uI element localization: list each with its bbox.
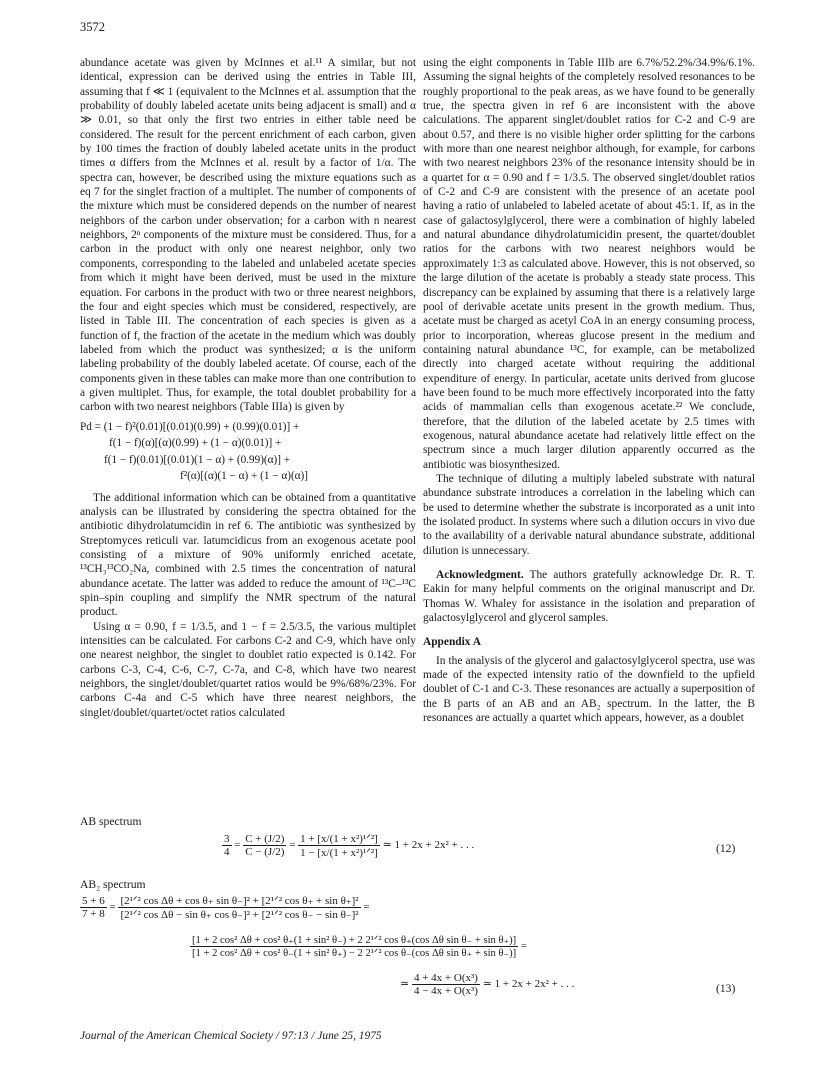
right-paragraph-2: The technique of diluting a multiply labeled substrate with natural abundance substrate introduces a correlation in the labeling which can be used to determine whether the substrate is incorporated as a unit into the isolated product. In systems where such a dilution occurs in vivo due to the availability of a derivable natural abundance substrate, additional dilution is unnecessary. bbox=[423, 472, 755, 557]
ab2-spectrum-label: AB₂ spectrum bbox=[80, 878, 146, 891]
eq13-lhs: $\frac{5 + 6}{7 + 8}$ bbox=[82, 895, 105, 920]
equation-12-number: (12) bbox=[716, 842, 736, 855]
acknowledgment-heading: Acknowledgment. bbox=[436, 569, 524, 582]
eq12-rhs: $\frac{\text{1 + [x/(1 + x²)¹ᐟ²]}}{\text{1 − [x/(1 + x²)¹ᐟ²]}}$ bbox=[300, 833, 378, 859]
acknowledgment bbox=[423, 568, 755, 625]
eq13-first-fraction: $\frac{\text{[2¹ᐟ² cos Δθ + cos θ₊ sin θ₋]² + [2¹ᐟ² cos θ₊ + sin θ₊]²}}{\text{[2¹ᐟ² cos Δθ − sin θ₊ cos θ₋]² + [2¹ᐟ² cos θ₋ − sin θ₋]²}}$ bbox=[120, 895, 359, 921]
eq13-second-fraction: [1 + 2 cos² Δθ + cos² θ₊(1 + sin² θ₋) + 2 2¹ᐟ² cos θ₊(cos Δθ sin θ₋ + sin θ₊)] [1 + 2 cos² Δθ + cos² θ₋(1 + sin² θ₊) − 2 2¹ᐟ² cos θ₋(cos Δθ sin θ₊ + sin θ₋)] bbox=[192, 935, 517, 959]
eq-pd-line-2: f(1 − f)(α)[(α)(0.99) + (1 − α)(0.01)] + bbox=[109, 437, 282, 450]
eq13-third-fraction: $\frac{\text{4 + 4x + O(x³)}}{\text{4 − 4x + O(x³)}}$ bbox=[413, 972, 478, 997]
left-paragraph-3: Using α = 0.90, f = 1/3.5, and 1 − f = 2.5/3.5, the various multiplet intensities can be calculated. For carbons C-2 and C-9, which have only one nearest neighbor, the singlet to doublet ratio expected is 0.142. For carbons C-3, C-4, C-6, C-7, C-7a, and C-8, which have two nearest neighbors, the singlet/doublet/quartet ratios would be 9%/68%/23%. For carbons C-4a and C-5 which have three nearest neighbors, the singlet/doublet/quartet/octet ratios calculated bbox=[80, 620, 416, 719]
eq-pd-line-4: f²(α)[(α)(1 − α) + (1 − α)(α)] bbox=[180, 470, 308, 483]
page-number: 3572 bbox=[80, 20, 105, 34]
equation-13-line-3: ≃ $\frac{\text{4 + 4x + O(x³)}}{\text{4 − 4x + O(x³)}}$ ≃ 1 + 2x + 2x² + . . . bbox=[400, 972, 575, 997]
doublet-probability-equation bbox=[80, 419, 416, 485]
equation-13-line-2: [1 + 2 cos² Δθ + cos² θ₊(1 + sin² θ₋) + 2 2¹ᐟ² cos θ₊(cos Δθ sin θ₋ + sin θ₊)] [1 + 2 cos² Δθ + cos² θ₋(1 + sin² θ₊) − 2 2¹ᐟ² cos θ₋(cos Δθ sin θ₊ + sin θ₋)] = bbox=[192, 935, 527, 959]
left-paragraph-1: abundance acetate was given by McInnes et al.¹¹ A similar, but not identical, expression can be derived using the entries in Table III, assuming that f ≪ 1 (equivalent to the McInnes et al. assumption that the probability of doubly labeled acetate units being adjacent is small) and α ≫ 0.01, so that only the first two entries in either table need be considered. The result for the percent enrichment of each carbon, given by 100 times the fraction of doubly labeled acetate units in the product times α differs from the McInnes et al. result by a factor of 1/α. The spectra can, however, be described using the mixture equations such as eq 7 for the singlet fraction of a multiplet. The number of components of the mixture which must be considered depends on the number of nearest neighbors of the carbon under observation; for a carbon with n nearest neighbors, 2ⁿ components of the mixture must be considered. Thus, for a carbon in the product with only one nearest neighbor, only two components, corresponding to the labeled and unlabeled acetate species from which it might have been derived, must be used in the mixture equation. For carbons in the product with two or three nearest neighbors, the four and eight species which must be considered, respectively, are listed in Table III. The concentration of each species is given as a function of f, the fraction of the acetate in the medium which was doubly labeled from which the product was synthesized; α is the uniform labeling probability of the doubly labeled acetate. Of course, each of the components given in these tables can make more than one contribution to a given multiplet. Thus, for example, the total doublet probability for a carbon with two nearest neighbors (Table IIIa) is given by bbox=[80, 57, 416, 414]
eq12-mid: $\frac{C + (J/2)}{C - (J/2)}$ bbox=[245, 833, 285, 858]
equation-13-number: (13) bbox=[716, 982, 736, 995]
ab-spectrum-label: AB spectrum bbox=[80, 815, 142, 828]
left-paragraph-2: The additional information which can be obtained from a quantitative analysis can be illustrated by considering the spectra obtained for the antibiotic dihydrolatumcidin in ref 6. The antibiotic was synthesized by Streptomyces reticuli var. latumcidicus from an exogenous acetate pool consisting of a mixture of 90% uniformly enriched acetate, ¹³CH₃¹³CO₂Na, combined with 2.5 times the concentration of natural abundance acetate. The latter was added to reduce the amount of ¹³C–¹³C spin–spin coupling and simplify the NMR spectrum of the natural product. bbox=[80, 491, 416, 619]
appendix-paragraph: In the analysis of the glycerol and galactosylglycerol spectra, use was made of the expected intensity ratio of the downfield to the upfield doublet of C-1 and C-3. These resonances are actually a superposition of the B parts of an AB and an AB₂ spectrum. In the latter, the B resonances are actually a quartet which appears, however, as a doublet bbox=[423, 654, 755, 725]
journal-footer: Journal of the American Chemical Society / 97:13 / June 25, 1975 bbox=[80, 1030, 382, 1042]
equation-13-line-1: $\frac{5 + 6}{7 + 8}$ = $\frac{\text{[2¹ᐟ² cos Δθ + cos θ₊ sin θ₋]² + [2¹ᐟ² cos θ₊ + sin θ₊]²}}{\text{[2¹ᐟ² cos Δθ − sin θ₊ cos θ₋]² + [2¹ᐟ² cos θ₋ − sin θ₋]²}}$ = bbox=[82, 895, 370, 921]
eq12-tail: ≃ 1 + 2x + 2x² + . . . bbox=[382, 839, 475, 852]
eq13-tail: ≃ 1 + 2x + 2x² + . . . bbox=[482, 978, 575, 991]
equation-12: $\frac{3}{4}$ = $\frac{C + (J/2)}{C - (J/2)}$ = $\frac{\text{1 + [x/(1 + x²)¹ᐟ²]}}{\text{1 − [x/(1 + x²)¹ᐟ²]}}$ ≃ 1 + 2x + 2x² + . . . bbox=[224, 833, 475, 859]
eq12-lhs: $\frac{3}{4}$ bbox=[224, 833, 230, 858]
appendix-heading: Appendix A bbox=[423, 636, 481, 649]
right-column bbox=[423, 56, 755, 725]
eq-pd-line-1: Pd = (1 − f)²(0.01)[(0.01)(0.99) + (0.99)(0.01)] + bbox=[80, 420, 300, 433]
left-column bbox=[80, 56, 416, 720]
acknowledgment-body: The authors gratefully acknowledge Dr. R. T. Eakin for many helpful comments on the original manuscript and Dr. Thomas W. Whaley for assistance in the isolation and preparation of galactosylglycerol and glycerol samples. bbox=[423, 569, 755, 625]
eq-pd-line-3: f(1 − f)(0.01)[(0.01)(1 − α) + (0.99)(α)] + bbox=[104, 453, 291, 466]
right-paragraph-1: using the eight components in Table IIIb are 6.7%/52.2%/34.9%/6.1%. Assuming the signal heights of the completely resolved resonances to be roughly proportional to the peak areas, as we have found to be generally true, the spectra given in ref 6 are inconsistent with the above calculations. The apparent singlet/doublet ratios for C-2 and C-9 are about 0.57, and there is no visible higher order splitting for the carbons with more than one nearest neighbor although, for example, for carbons with two nearest neighbors 23% of the resonance intensity should be in a quartet for α = 0.90 and f = 1/3.5. The observed singlet/doublet ratios of C-2 and C-9 are consistent with the presence of an acetate pool having a ratio of unlabeled to labeled acetate of about 45:1. If, as in the case of galactosylglycerol, there were a combination of highly labeled and natural abundance dihydrolatumicidin present, the quartet/doublet ratios for the carbons with two nearest neighbors would be approximately 1:3 as calculated above. However, this is not observed, so the large dilution of the acetate is probably a steady state process. This discrepancy can be explained by assuming that there is a relatively large pool of derivable acetate units present in the growth medium. Thus, acetate must be charged as acetyl CoA in an energy consuming process, prior to incorporation, whereas glucose present in the medium and containing natural abundance ¹³C, for example, can be metabolized directly into charged acetate without requiring the additional expenditure of energy. In particular, acetate units derived from glucose have been found to be much more effectively incorporated into the fatty acids of mammalian cells than exogenous acetate.²² We conclude, therefore, that the dilution of the labeled acetate by 2.5 times with exogenous, natural abundance acetate had relatively little effect on the spectrum since a much larger dilution apparently occurred as the antibiotic was biosynthesized. bbox=[423, 57, 755, 471]
